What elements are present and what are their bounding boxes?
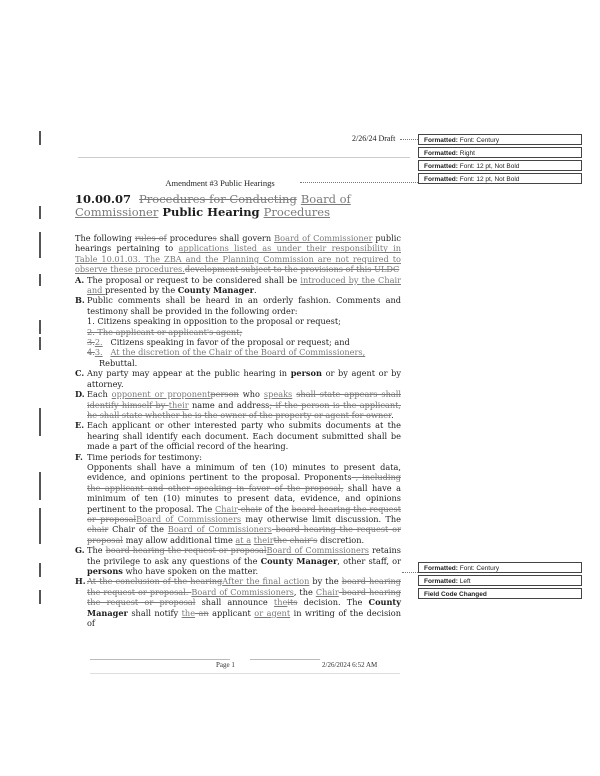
header-date-draft: 2/26/24 Draft	[352, 134, 396, 143]
section-title	[75, 193, 401, 219]
balloon-label: Formatted:	[424, 565, 458, 572]
change-bar	[39, 337, 41, 350]
comment-connector	[402, 572, 418, 573]
list-item-c: C. Any party may appear at the public hearing in person or by agent or by attorney.	[75, 368, 401, 389]
list-item-h: H. At the conclusion of the hearingAfter the final action by the board hearing the request or proposal. Board of Commissioners, the Chair board hearing the request or proposal shall announce theits decision. The County Manager shall notify the an applicant or agent in writing of the decision of	[75, 576, 401, 629]
deleted-text: Procedures for Conducting	[139, 192, 297, 206]
inserted-text: Procedures	[263, 205, 331, 219]
balloon-value: Font: Century	[459, 565, 500, 572]
list-item-a: A. The proposal or request to be considered shall be introduced by the Chair and presented by the County Manager.	[75, 274, 402, 296]
footer-timestamp: 2/26/2024 6:52 AM	[322, 661, 378, 669]
title-text: Public Hearing	[162, 205, 260, 219]
format-balloon[interactable]	[418, 134, 582, 145]
change-bar	[39, 508, 41, 544]
balloon-value: Right	[459, 150, 475, 157]
change-bar	[39, 408, 41, 436]
list-item-b: B. Public comments shall be heard in an orderly fashion. Comments and testimony shall be provided in the following order: 1. Citizens speaking in opposition to the proposal or request; 2. The applicant or applicant's agent; 3.2. Citizens speaking in favor of the proposal or request; and 4.3. At the discretion of the Chair of the Board of Commissioners, Rebuttal.	[75, 295, 401, 368]
change-bar	[39, 206, 41, 219]
balloon-label: Formatted:	[424, 163, 458, 170]
balloon-value: Font: 12 pt, Not Bold	[459, 176, 520, 183]
balloon-value: Font: Century	[459, 137, 500, 144]
footer-rule	[250, 659, 320, 660]
balloon-label: Field Code Changed	[424, 591, 487, 598]
format-balloon[interactable]	[418, 575, 582, 586]
change-bar	[39, 320, 41, 334]
balloon-label: Formatted:	[424, 150, 458, 157]
change-bar	[39, 472, 41, 500]
footer-rule	[90, 659, 230, 660]
sub-item: 3.2. Citizens speaking in favor of the proposal or request; and	[87, 337, 350, 348]
balloon-label: Formatted:	[424, 137, 458, 144]
sub-item: 4.3. At the discretion of the Chair of the Board of Commissioners,	[87, 347, 366, 358]
list-item-f: F. Time periods for testimony: Opponents shall have a minimum of ten (10) minutes to present data, evidence, and opinions pertinent to the proposal. Proponents , including the applicant and other speaking in favor of the proposal, shall have a minimum of ten (10) minutes to present data, evidence, and opinions pertinent to the proposal. The Chair chair of the board hearing the request or proposalBoard of Commissioners may otherwise limit discussion. The chair Chair of the Board of Commissioners board hearing the request or proposal may allow additional time at a theirthe chair's discretion.	[75, 451, 402, 545]
section-number: 10.00.07	[75, 192, 132, 206]
amendment-line: Amendment #3 Public Hearings	[165, 178, 275, 188]
format-balloon[interactable]	[418, 160, 582, 171]
balloon-label: Formatted:	[424, 578, 458, 585]
change-bar	[39, 232, 41, 258]
format-balloon[interactable]	[418, 562, 582, 573]
sub-item: 1. Citizens speaking in opposition to the proposal or request;	[87, 316, 341, 327]
list-item-e: E. Each applicant or other interested party who submits documents at the hearing shall identify each document. Each document submitted shall be made a part of the official record of the hearing.	[75, 420, 401, 452]
balloon-value: Font: 12 pt, Not Bold	[459, 163, 520, 170]
format-balloon[interactable]	[418, 147, 582, 158]
list-item-d: D. Each opponent or proponentperson who speaks shall state appears shall identify himself by their name and address; if the person is the applicant, he shall state whether he is the owner of the property or agent for owner.	[75, 389, 401, 420]
scan-rule	[78, 157, 410, 158]
intro-paragraph: The following rules of procedures shall govern Board of Commissioner public hearings pertaining to applications listed as under their responsibility in Table 10.01.03. The ZBA and the Planning Commission are not required to observe these procedures.development subject to the provisions of this ULDC	[75, 233, 401, 275]
sub-item: Rebuttal.	[99, 357, 138, 368]
footer-page-number: Page 1	[216, 661, 235, 669]
balloon-value: Left	[459, 578, 471, 585]
change-bar	[39, 274, 41, 286]
comment-connector	[300, 182, 418, 183]
footer-rule	[90, 673, 400, 674]
comment-connector	[400, 139, 418, 140]
balloon-label: Formatted:	[424, 176, 458, 183]
sub-item-deleted: 2. The applicant or applicant's agent;	[87, 326, 243, 337]
format-balloon[interactable]	[418, 588, 582, 599]
change-bar	[39, 131, 41, 145]
list-item-g: G. The board hearing the request or proposalBoard of Commissioners retains the privilege to ask any questions of the County Manager, other staff, or persons who have spoken on the matter.	[75, 545, 401, 576]
format-balloon[interactable]	[418, 173, 582, 184]
document-body	[75, 193, 401, 628]
change-bar	[39, 563, 41, 577]
change-bar	[39, 590, 41, 604]
inserted-text: Board of Commissioner	[75, 192, 351, 219]
